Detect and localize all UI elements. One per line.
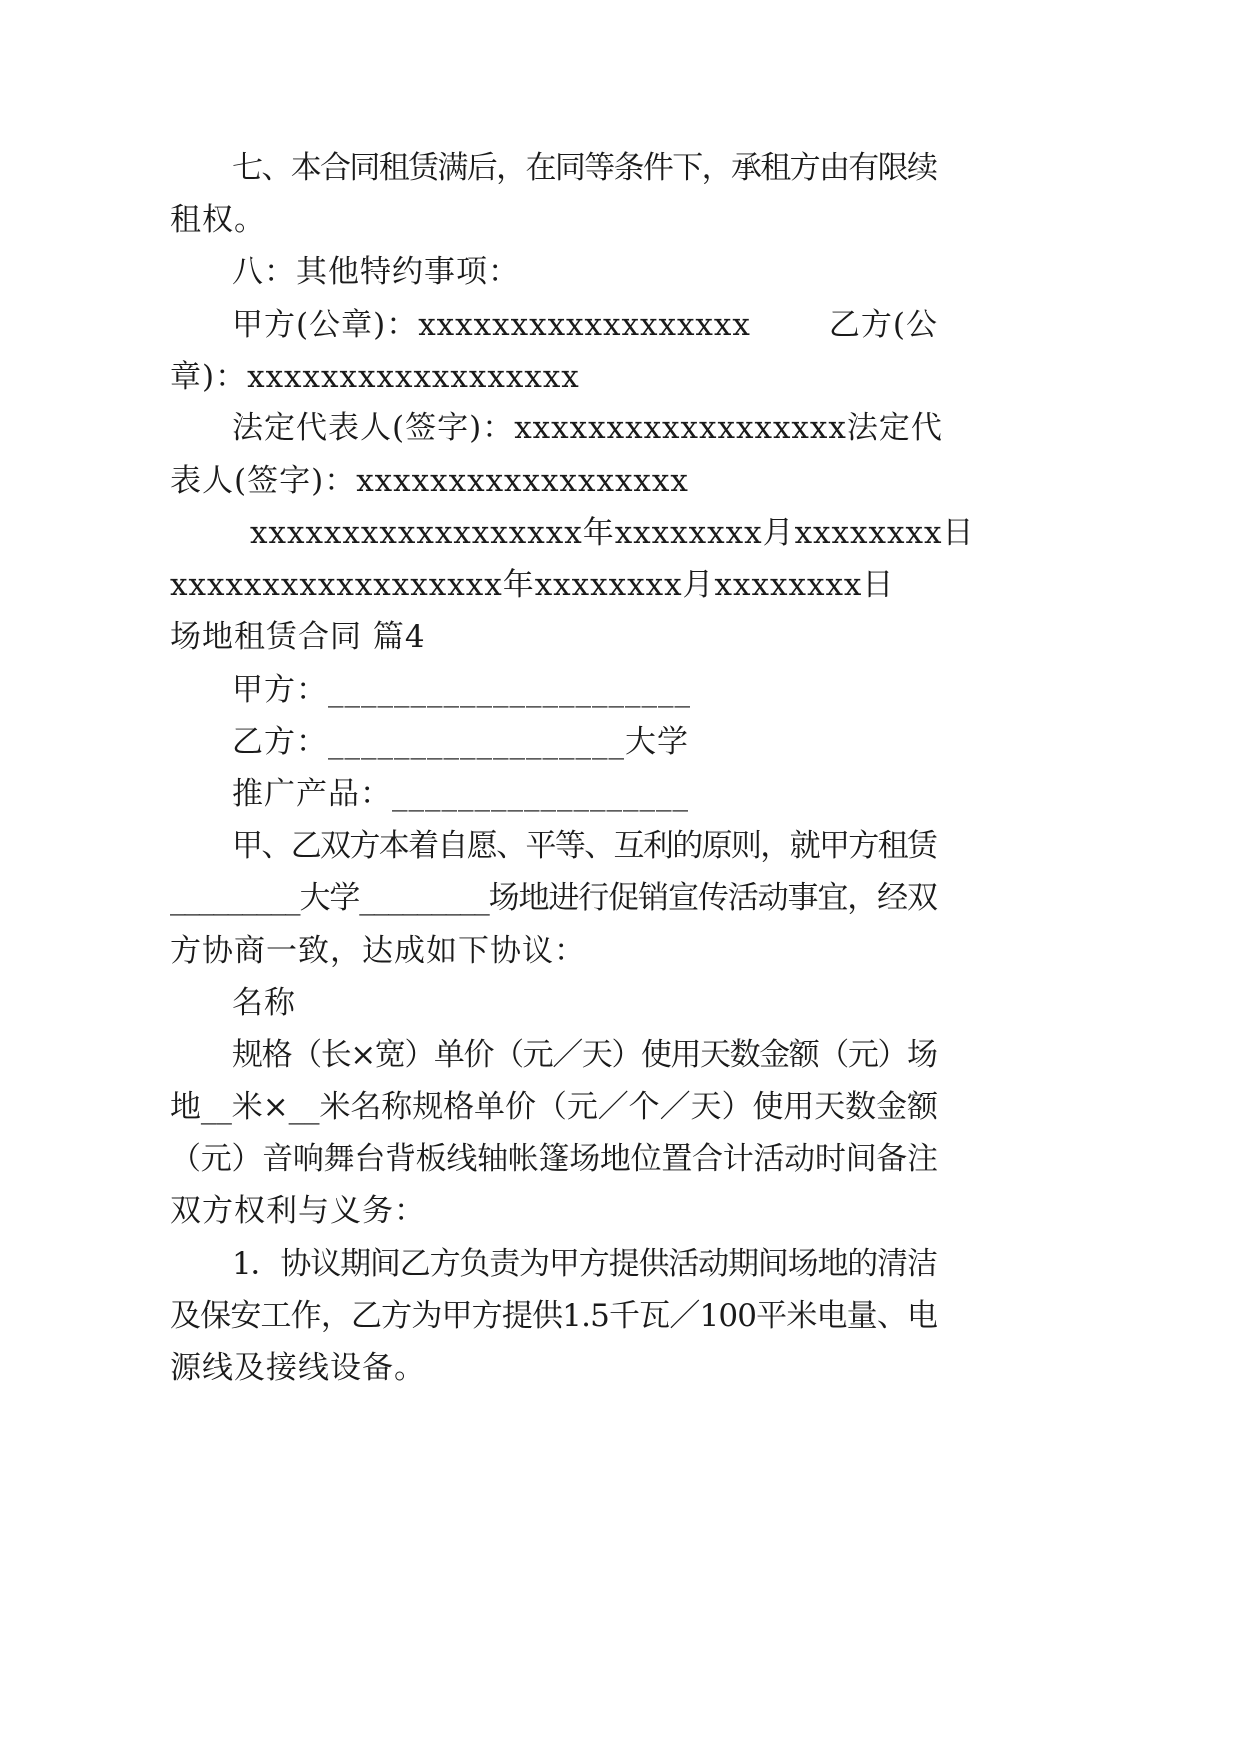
date-year-a: xxxxxxxxxxxxxxxxxx [250,515,583,551]
date-line-1 [250,513,975,553]
product-field: 推广产品：__________________ [232,776,689,812]
date-year-label-a: 年 [582,515,615,551]
intro-line-3: 方协商一致，达成如下协议： [170,933,586,969]
spec-line-3 [170,1139,938,1179]
spec-line-4: 双方权利与义务： [170,1193,426,1229]
spec-text-2: 地__米×__米名称规格单价（元／个／天）使用天数金额 [170,1089,938,1125]
party-b-seal-end: 章)：xxxxxxxxxxxxxxxxxx [170,359,580,395]
date-month-label-a: 月 [762,515,795,551]
clause-8-heading: 八：其他特约事项： [232,254,520,290]
spec-text-3: （元）音响舞台背板线轴帐篷场地位置合计活动时间备注 [170,1141,938,1177]
intro-line-1 [232,826,938,866]
item-1-text-2: 及保安工作，乙方为甲方提供1.5千瓦／100平米电量、电 [170,1298,938,1334]
item-1-line-3: 源线及接线设备。 [170,1350,426,1386]
date-month-a: xxxxxxxx [614,515,763,551]
spec-text-1: 规格（长×宽）单价（元／天）使用天数金额（元）场 [232,1037,937,1073]
item-1-text-1: 1．协议期间乙方负责为甲方提供活动期间场地的清洁 [232,1246,937,1282]
clause-7-text: 七、本合同租赁满后，在同等条件下，承租方由有限续 [232,150,937,186]
clause-7-line-1 [232,148,938,188]
party-b-field: 乙方：__________________大学 [232,724,689,760]
spec-line-2 [170,1087,938,1127]
name-label: 名称 [232,985,296,1021]
date-line-2: xxxxxxxxxxxxxxxxxx年xxxxxxxx月xxxxxxxx日 [170,567,895,603]
date-day-a: xxxxxxxx [794,515,943,551]
party-b-legal-rep-end: 表人(签字)：xxxxxxxxxxxxxxxxxx [170,463,689,499]
party-b-legal-rep-start: 法定代 [846,410,943,446]
party-a-legal-rep: 法定代表人(签字)：xxxxxxxxxxxxxxxxxx [232,410,847,446]
intro-text-2: _________大学_________场地进行促销宣传活动事宜，经双 [170,880,937,916]
item-1-line-2 [170,1296,938,1336]
spec-line-1 [232,1035,938,1075]
item-1-line-1 [232,1244,938,1284]
legal-rep-line [232,408,943,448]
clause-7-line-2: 租权。 [170,202,266,238]
intro-text-1: 甲、乙双方本着自愿、平等、互利的原则，就甲方租赁 [232,828,937,864]
date-day-label-a: 日 [942,515,975,551]
section-title: 场地租赁合同 篇4 [170,619,426,655]
intro-line-2 [170,878,938,918]
party-b-seal-start: 乙方(公 [828,307,938,343]
seal-line [232,305,938,345]
party-a-field: 甲方：______________________ [232,672,691,708]
party-a-seal: 甲方(公章)：xxxxxxxxxxxxxxxxxx [232,307,751,343]
